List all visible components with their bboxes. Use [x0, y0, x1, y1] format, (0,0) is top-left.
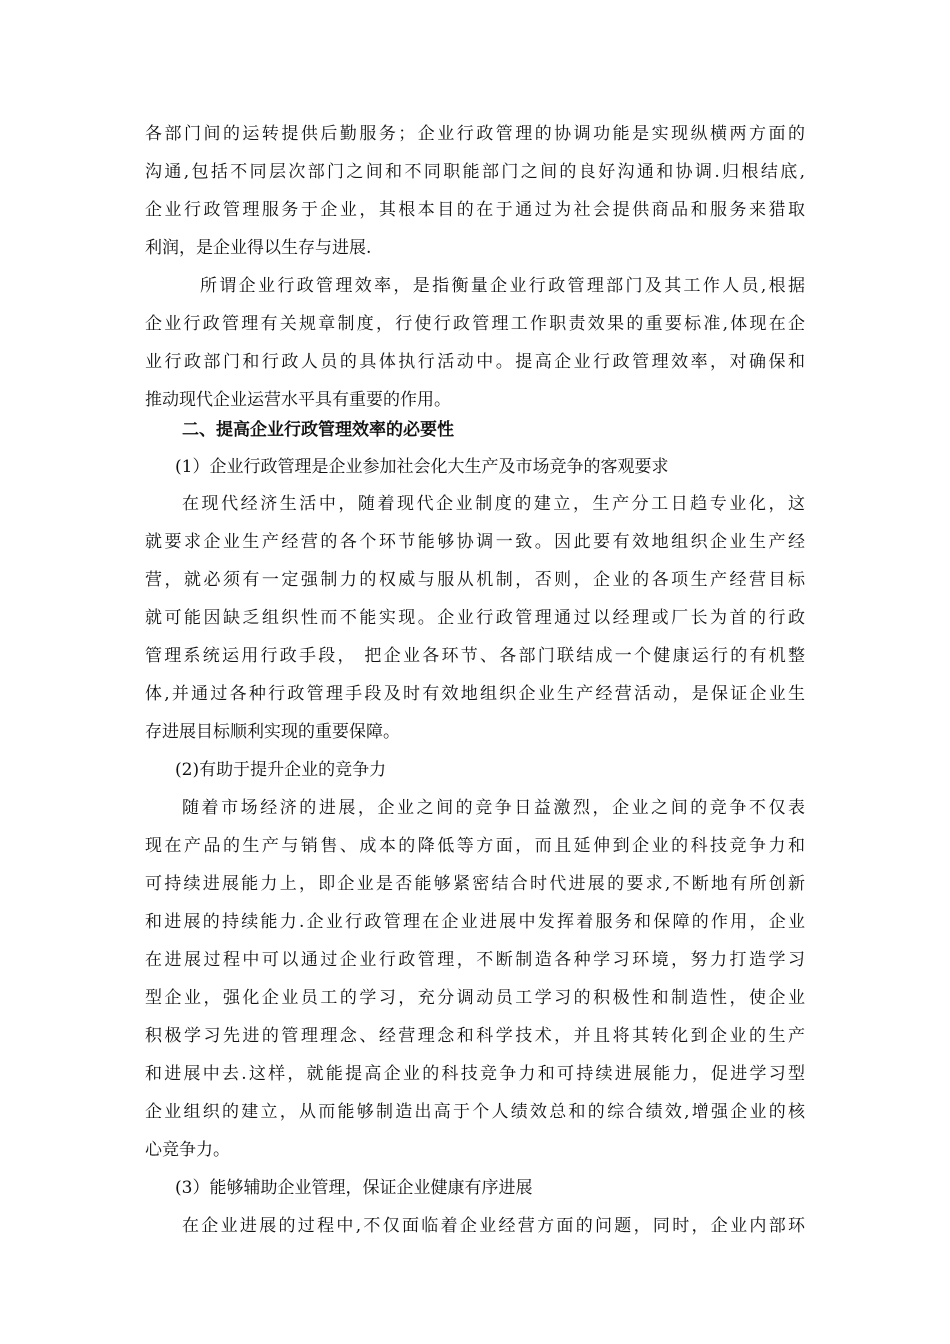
paragraph-line: 企业行政管理有关规章制度，行使行政管理工作职责效果的重要标准,体现在企: [145, 314, 805, 334]
paragraph-line: 利润，是企业得以生存与进展.: [145, 238, 372, 258]
section-heading: 二、提高企业行政管理效率的必要性: [182, 420, 454, 440]
paragraph-line: 可持续进展能力上，即企业是否能够紧密结合时代进展的要求,不断地有所创新: [145, 874, 805, 894]
subsection-heading: (2)有助于提升企业的竞争力: [175, 760, 387, 780]
paragraph-line: 管理系统运用行政手段， 把企业各环节、各部门联结成一个健康运行的有机整: [145, 646, 805, 666]
paragraph-line: 体,并通过各种行政管理手段及时有效地组织企业生产经营活动，是保证企业生: [145, 684, 805, 704]
paragraph-line: 心竞争力。: [145, 1140, 230, 1160]
paragraph-line: 业行政部门和行政人员的具体执行活动中。提高企业行政管理效率，对确保和: [145, 352, 805, 372]
paragraph-line: 和进展中去.这样，就能提高企业的科技竞争力和可持续进展能力，促进学习型: [145, 1064, 805, 1084]
paragraph-line: 营，就必须有一定强制力的权威与服从机制，否则，企业的各项生产经营目标: [145, 570, 805, 590]
paragraph-line: 在进展过程中可以通过企业行政管理，不断制造各种学习环境，努力打造学习: [145, 950, 805, 970]
paragraph-line: 在企业进展的过程中,不仅面临着企业经营方面的问题，同时，企业内部环: [182, 1216, 805, 1236]
paragraph-line: 随着市场经济的进展，企业之间的竞争日益激烈，企业之间的竞争不仅表: [182, 798, 805, 818]
subsection-heading: (1）企业行政管理是企业参加社会化大生产及市场竞争的客观要求: [175, 457, 669, 477]
paragraph-line: 企业行政管理服务于企业，其根本目的在于通过为社会提供商品和服务来猎取: [145, 200, 805, 220]
paragraph-line: 型企业，强化企业员工的学习，充分调动员工学习的积极性和制造性，使企业: [145, 988, 805, 1008]
paragraph-line: 各部门间的运转提供后勤服务；企业行政管理的协调功能是实现纵横两方面的: [145, 124, 805, 144]
paragraph-line: 沟通,包括不同层次部门之间和不同职能部门之间的良好沟通和协调.归根结底,: [145, 162, 805, 182]
paragraph-line: 所谓企业行政管理效率，是指衡量企业行政管理部门及其工作人员,根据: [200, 276, 805, 296]
paragraph-line: 现在产品的生产与销售、成本的降低等方面，而且延伸到企业的科技竞争力和: [145, 836, 805, 856]
paragraph-line: 在现代经济生活中，随着现代企业制度的建立，生产分工日趋专业化，这: [182, 494, 805, 514]
paragraph-line: 积极学习先进的管理理念、经营理念和科学技术，并且将其转化到企业的生产: [145, 1026, 805, 1046]
subsection-heading: (3）能够辅助企业管理，保证企业健康有序进展: [175, 1178, 533, 1198]
paragraph-line: 存进展目标顺利实现的重要保障。: [145, 722, 400, 742]
paragraph-line: 就可能因缺乏组织性而不能实现。企业行政管理通过以经理或厂长为首的行政: [145, 608, 805, 628]
paragraph-line: 企业组织的建立，从而能够制造出高于个人绩效总和的综合绩效,增强企业的核: [145, 1102, 805, 1122]
paragraph-line: 就要求企业生产经营的各个环节能够协调一致。因此要有效地组织企业生产经: [145, 532, 805, 552]
paragraph-line: 推动现代企业运营水平具有重要的作用。: [145, 390, 451, 410]
paragraph-line: 和进展的持续能力.企业行政管理在企业进展中发挥着服务和保障的作用，企业: [145, 912, 805, 932]
